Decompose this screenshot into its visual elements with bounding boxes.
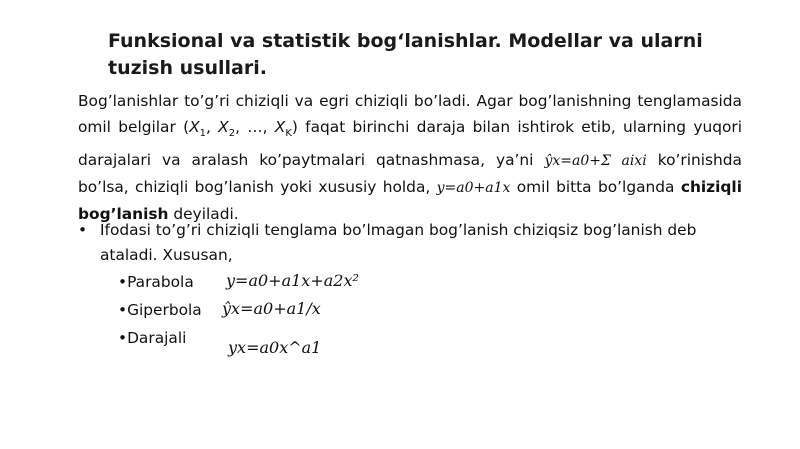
- item-darajali-label: •Darajali: [118, 329, 187, 347]
- paragraph-text-4: omil bitta bo’lganda: [510, 178, 681, 197]
- var-x1: X: [189, 118, 200, 136]
- darajali-formula: yx=a0x^a1: [228, 338, 322, 357]
- separator-1: ,: [206, 118, 219, 136]
- bullet-text: Ifodasi to’g’ri chiziqli tenglama bo’lmagan bog’lanish chiziqsiz bog’lanish deb ataladi. Xususan,: [100, 221, 697, 264]
- paragraph-text-3: ko’rinishda bo’lsa, chiziqli bog’lanish yoki xususiy holda,: [78, 151, 742, 197]
- separator-2: , …,: [235, 118, 275, 136]
- var-xk: X: [274, 118, 286, 136]
- sub-2: 2: [228, 128, 236, 140]
- linear-sum-equation: ŷx=a0+Σ aixi: [544, 153, 647, 170]
- var-x2: X: [218, 118, 229, 136]
- sub-1: 1: [199, 128, 207, 140]
- paragraph-text-2: ) faqat birinchi daraja bilan ishtirok etib, ularning yuqori darajalari va aralash ko’paytmalari qatnashmasa, ya’ni: [78, 118, 742, 170]
- item-giperbola-label: •Giperbola: [118, 301, 202, 319]
- simple-linear-equation: y=a0+a1x: [436, 180, 511, 197]
- sub-k: K: [285, 128, 292, 140]
- slide-title: Funksional va statistik bog‘lanishlar. Modellar va ularni tuzish usullari.: [108, 30, 703, 79]
- bullet-marker: •: [78, 221, 88, 239]
- giperbola-formula: ŷx=a0+a1/x: [222, 299, 321, 318]
- paragraph-text-5: deyiladi.: [168, 205, 239, 224]
- bold-term: chiziqli bog’lanish: [78, 178, 742, 224]
- parabola-formula: y=a0+a1x+a2x²: [226, 271, 359, 290]
- main-paragraph: [78, 88, 742, 227]
- item-parabola-label: •Parabola: [118, 273, 194, 291]
- paragraph-text-1: Bog’lanishlar to’g’ri chiziqli va egri chiziqli bo’ladi. Agar bog’lanishning tenglamasida omil belgilar (: [78, 92, 742, 136]
